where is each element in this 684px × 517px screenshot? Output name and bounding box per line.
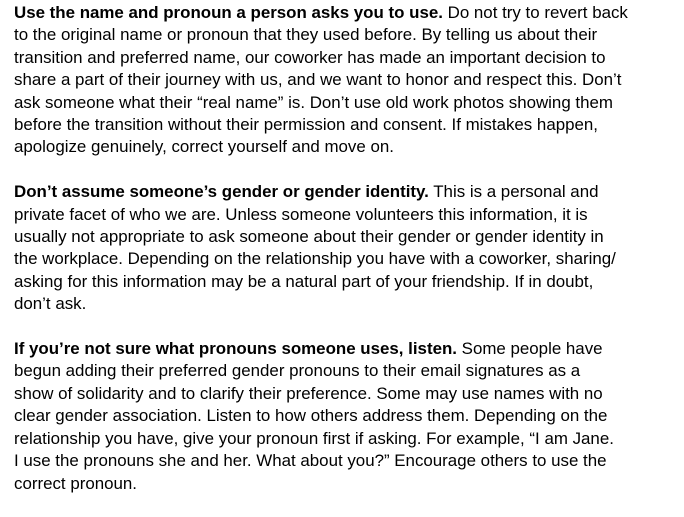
paragraph-text: Some people have begun adding their preferred gender pronouns to their email signatures as a show of solidarity and to clarify their preference. Some may use names with no clear gender association. Listen to how others address them. Depending on the relationship you have, give your pronoun first if asking. For example, “I am Jane. I use the pronouns she and her. What about you?” Encourage others to use the correct pronoun. [14,339,614,493]
document-body [14,2,679,517]
paragraph-dont-assume-gender [14,181,679,315]
paragraph-listen-for-pronouns [14,338,679,495]
paragraph-heading: Don’t assume someone’s gender or gender identity. [14,182,429,202]
paragraph-text: Do not try to revert back to the original name or pronoun that they used before. By telling us about their transition and preferred name, our coworker has made an important decision to share a part of their journey with us, and we want to honor and respect this. Don’t ask someone what their “real name” is. Don’t use old work photos showing them before the transition without their permission and consent. If mistakes happen, apologize genuinely, correct yourself and move on. [14,3,628,157]
paragraph-heading: Use the name and pronoun a person asks you to use. [14,3,443,22]
paragraph-heading: If you’re not sure what pronouns someone uses, listen. [14,339,457,359]
paragraph-use-name-and-pronoun [14,2,679,159]
paragraph-text: This is a personal and private facet of who we are. Unless someone volunteers this information, it is usually not appropriate to ask someone about their gender or gender identity in the workplace. Depending on the relationship you have with a coworker, sharing/ asking for this information may be a natural part of your friendship. If in doubt, don’t ask. [14,182,616,314]
